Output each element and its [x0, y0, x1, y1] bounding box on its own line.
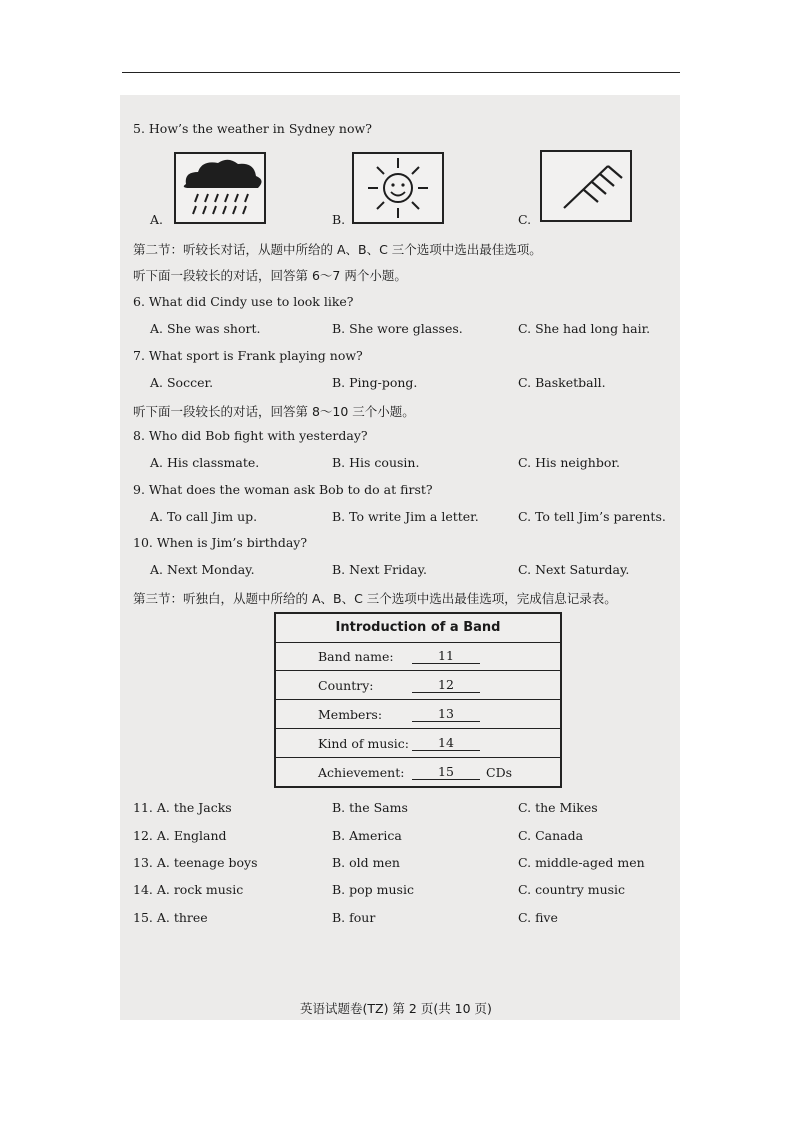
question-7: 7. What sport is Frank playing now? — [133, 348, 363, 363]
q13-option-b[interactable]: B. old men — [332, 855, 400, 870]
header-rule — [122, 72, 680, 73]
section2-heading: 第二节：听较长对话，从题中所给的 A、B、C 三个选项中选出最佳选项。 — [133, 242, 542, 257]
band-row-country — [276, 670, 560, 700]
q12-option-a[interactable]: 12. A. England — [133, 828, 227, 843]
q15-option-b[interactable]: B. four — [332, 910, 376, 925]
wind-icon — [542, 152, 630, 220]
band-name-label: Band name: — [318, 649, 394, 664]
kind-of-music-label: Kind of music: — [318, 736, 410, 751]
blank-11[interactable]: 11 — [412, 648, 480, 664]
sun-icon — [354, 154, 442, 222]
q7-option-c[interactable]: C. Basketball. — [518, 375, 606, 390]
option-b-letter: B. — [332, 212, 346, 227]
page-footer: 英语试题卷(TZ) 第 2 页(共 10 页) — [300, 1001, 492, 1016]
section2-instruction-6-7: 听下面一段较长的对话，回答第 6～7 两个小题。 — [133, 268, 407, 283]
q11-option-b[interactable]: B. the Sams — [332, 800, 408, 815]
question-6: 6. What did Cindy use to look like? — [133, 294, 354, 309]
q11-option-c[interactable]: C. the Mikes — [518, 800, 598, 815]
option-c-picture[interactable] — [540, 150, 632, 222]
band-row-name — [276, 642, 560, 671]
q13-option-c[interactable]: C. middle-aged men — [518, 855, 645, 870]
band-info-table — [274, 612, 562, 788]
question-10: 10. When is Jim’s birthday? — [133, 535, 308, 550]
members-label: Members: — [318, 707, 383, 722]
country-label: Country: — [318, 678, 374, 693]
achievement-label: Achievement: — [318, 765, 405, 780]
section2-instruction-8-10: 听下面一段较长的对话，回答第 8～10 三个小题。 — [133, 404, 415, 419]
option-a-letter: A. — [150, 212, 164, 227]
blank-14[interactable]: 14 — [412, 735, 480, 751]
section3-heading: 第三节：听独白，从题中所给的 A、B、C 三个选项中选出最佳选项，完成信息记录表。 — [133, 591, 617, 606]
q14-option-b[interactable]: B. pop music — [332, 882, 414, 897]
question-5: 5. How’s the weather in Sydney now? — [133, 121, 372, 136]
q6-option-c[interactable]: C. She had long hair. — [518, 321, 651, 336]
q10-option-c[interactable]: C. Next Saturday. — [518, 562, 630, 577]
option-c-letter: C. — [518, 212, 532, 227]
q8-option-c[interactable]: C. His neighbor. — [518, 455, 620, 470]
question-8: 8. Who did Bob fight with yesterday? — [133, 428, 368, 443]
q13-option-a[interactable]: 13. A. teenage boys — [133, 855, 258, 870]
q15-option-a[interactable]: 15. A. three — [133, 910, 208, 925]
q12-option-c[interactable]: C. Canada — [518, 828, 584, 843]
q15-option-c[interactable]: C. five — [518, 910, 558, 925]
rain-cloud-icon — [176, 154, 264, 222]
q10-option-a[interactable]: A. Next Monday. — [150, 562, 255, 577]
q14-option-a[interactable]: 14. A. rock music — [133, 882, 244, 897]
option-b-picture[interactable] — [352, 152, 444, 224]
band-row-kind — [276, 728, 560, 758]
q14-option-c[interactable]: C. country music — [518, 882, 626, 897]
q9-option-b[interactable]: B. To write Jim a letter. — [332, 509, 479, 524]
band-table-title: Introduction of a Band — [335, 620, 501, 635]
band-row-members — [276, 699, 560, 729]
blank-12[interactable]: 12 — [412, 677, 480, 693]
q7-option-a[interactable]: A. Soccer. — [150, 375, 214, 390]
q6-option-b[interactable]: B. She wore glasses. — [332, 321, 463, 336]
achievement-unit: CDs — [486, 765, 513, 780]
q6-option-a[interactable]: A. She was short. — [150, 321, 261, 336]
q9-option-a[interactable]: A. To call Jim up. — [150, 509, 258, 524]
option-a-picture[interactable] — [174, 152, 266, 224]
blank-15[interactable]: 15 — [412, 764, 480, 780]
q9-option-c[interactable]: C. To tell Jim’s parents. — [518, 509, 666, 524]
q10-option-b[interactable]: B. Next Friday. — [332, 562, 427, 577]
q12-option-b[interactable]: B. America — [332, 828, 402, 843]
band-row-achievement — [276, 757, 560, 787]
q8-option-b[interactable]: B. His cousin. — [332, 455, 420, 470]
q8-option-a[interactable]: A. His classmate. — [150, 455, 260, 470]
question-9: 9. What does the woman ask Bob to do at first? — [133, 482, 433, 497]
q11-option-a[interactable]: 11. A. the Jacks — [133, 800, 232, 815]
blank-13[interactable]: 13 — [412, 706, 480, 722]
q7-option-b[interactable]: B. Ping-pong. — [332, 375, 418, 390]
